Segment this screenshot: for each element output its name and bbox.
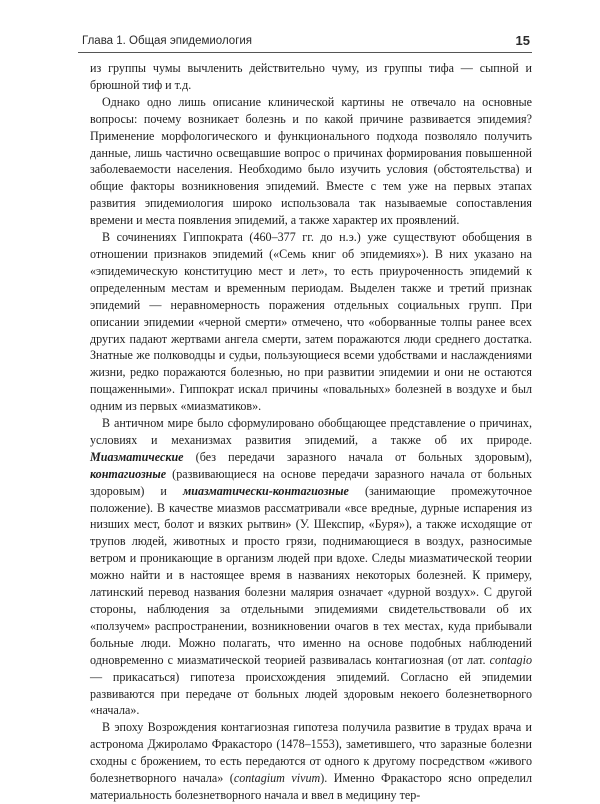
- text-run: (развивающиеся на основе передачи заразного начала от больных здоровым) и: [90, 466, 532, 498]
- text-run: — прикасаться) гипотеза происхождения эпидемий. Согласно ей эпидемии развиваются при передаче от больных людей здоровым некоего болезнетворного «начала».: [90, 669, 532, 718]
- text-run: (занимающие промежуточное положение). В качестве миазмов рассматривали «все вредные, дурные испарения из низших мест, болот и вязких рытвин» (У. Шекспир, «Буря»), а также исходящие от трупов людей, животных и просто грязи, поднимающиеся в воздух, разносимые ветром и проникающие в организм людей при вдохе. Следы миазматической теории можно найти и в настоящее время в названиях некоторых болезней. К примеру, латинский перевод названия болезни малярия означает «дурной воздух». С другой стороны, наблюдения за отдельными эпидемиями свидетельствовали об их «ползучем» распространении, возникновении очагов в тех местах, куда прибывали больные люди. Можно полагать, что именно на основе подобных наблюдений одновременно с миазматической теорией развивалась контагиозная (от лат.: [90, 483, 533, 667]
- chapter-title: Глава 1. Общая эпидемиология: [82, 35, 253, 47]
- running-header: [78, 32, 532, 54]
- paragraph-clinical-picture: Однако одно лишь описание клинической картины не отвечало на основные вопросы: почему возникает болезнь и по какой причине развивается эпидемия? Применение морфологического и функционального подхода позволяло получить данные, лишь частично освещавшие вопрос о причинах формирования повышенной заболеваемости населения. Необходимо было изучить условия (обстоятельства) и общие факторы возникновения эпидемий. Вместе с тем уже на первых этапах развития эпидемиология широко использовала так называемые сопоставления времени и места появления эпидемий, а также характер их проявлений.: [90, 94, 532, 228]
- body-text: [90, 60, 532, 804]
- paragraph-ancient-world: [90, 415, 532, 719]
- term-contagious: контагиозные: [90, 466, 167, 481]
- text-run: (без передачи заразного начала от больных здоровым),: [183, 449, 532, 464]
- latin-term: contagio: [489, 652, 532, 667]
- paragraph-hippocrates: В сочинениях Гиппократа (460–377 гг. до н.э.) уже существуют обобщения в отношении признаков эпидемий («Семь книг об эпидемиях»). В них указано на «эпидемическую конституцию мест и лет», то есть приуроченность эпидемий к определенным местам и временным периодам. Выделен также и третий признак эпидемий — неравномерность поражения отдельных социальных групп. При описании эпидемии «черной смерти» отмечено, что «оборванные толпы ранее всех других падают жертвами ангела смерти, затем поражаются люди среднего достатка. Знатные же полководцы и судьи, пользующиеся всеми удобствами и наслаждениями жизни, редко поражаются болезнью, но при развитии эпидемии и они не остаются пощаженными». Гиппократ искал причины «повальных» болезней в воздухе и был одним из первых «миазматиков».: [90, 230, 532, 414]
- text-run: В эпоху Возрождения контагиозная гипотеза получила развитие в трудах врача и астронома Джироламо Фракасторо (1478–1553), заметившего, что заразные болезни сходны с брожением, то есть передаются от одного к другому посредством «живого болезнетворного начала» (: [90, 720, 532, 786]
- paragraph-renaissance: [90, 719, 532, 804]
- term-miasmatic: Миазматические: [90, 449, 184, 464]
- term-miasmatic-contagious: миазматически-контагиозные: [182, 483, 349, 498]
- text-run: ). Именно Фракасторо ясно определил материальность болезнетворного начала и ввел в медицину тер-: [90, 771, 532, 802]
- header-divider: [78, 52, 532, 53]
- paragraph-continuation: из группы чумы вычленить действительно чуму, из группы тифа — сыпной и брюшной тиф и т.д.: [90, 61, 532, 92]
- page-number: 15: [515, 33, 530, 48]
- latin-term: contagium vivum: [233, 771, 321, 786]
- text-run: В античном мире было сформулировано обобщающее представление о причинах, условиях и механизмах развития эпидемий, а также об их природе.: [90, 416, 532, 447]
